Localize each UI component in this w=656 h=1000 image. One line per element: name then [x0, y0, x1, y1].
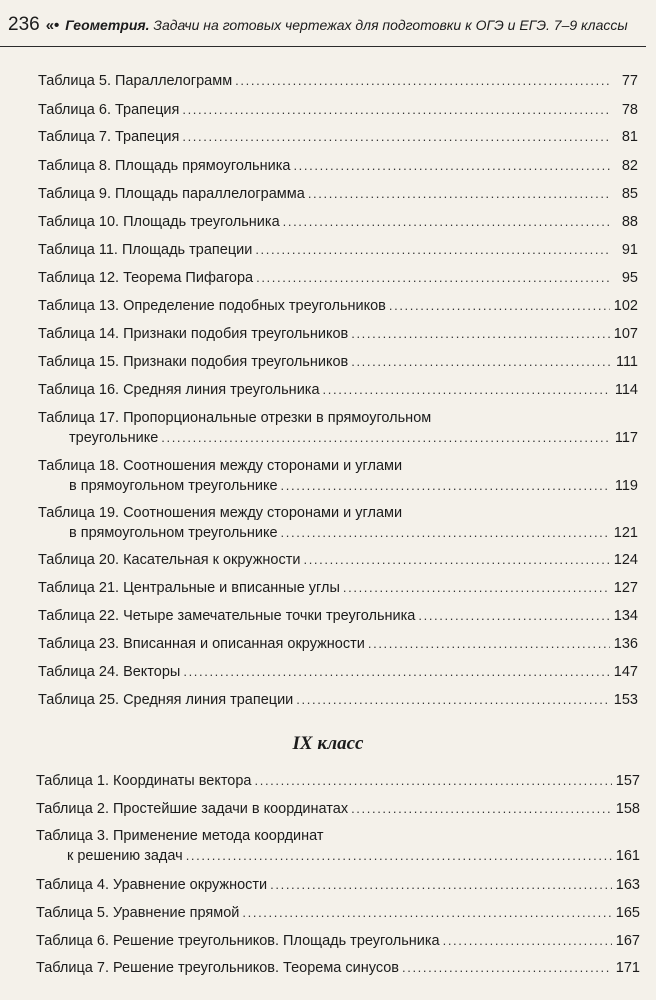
- toc-entry-title: Таблица 21. Центральные и вписанные углы: [38, 580, 340, 596]
- toc-entry-page: 91: [621, 242, 638, 258]
- toc-entry[interactable]: [36, 903, 640, 923]
- toc-entry-title-cont: в прямоугольном треугольнике: [69, 525, 278, 541]
- toc-entry-title: Таблица 15. Признаки подобия треугольников: [38, 354, 349, 370]
- dot-leader: [283, 212, 610, 232]
- dot-leader: [242, 903, 612, 923]
- dot-leader: [389, 296, 610, 316]
- toc-entry-title: Таблица 2. Простейшие задачи в координатах: [36, 801, 349, 817]
- toc-entry[interactable]: [38, 578, 638, 598]
- toc-entry-title: Таблица 12. Теорема Пифагора: [38, 270, 254, 286]
- toc-entry-title: Таблица 5. Параллелограмм: [38, 73, 233, 89]
- dot-leader: [281, 476, 610, 496]
- toc-entry-title: Таблица 5. Уравнение прямой: [36, 905, 240, 921]
- toc-entry-title: Таблица 11. Площадь трапеции: [38, 242, 253, 258]
- toc-entry-title: Таблица 3. Применение метода координат: [36, 828, 324, 844]
- toc-entry-page: 158: [615, 801, 640, 817]
- toc-entry-title-cont: к решению задач: [67, 848, 183, 864]
- toc-entry-title: Таблица 23. Вписанная и описанная окружности: [38, 636, 365, 652]
- toc-entry-title: Таблица 17. Пропорциональные отрезки в прямоугольном: [38, 410, 432, 426]
- toc-entry-page: 167: [615, 933, 640, 949]
- toc-entry-title: Таблица 16. Средняя линия треугольника: [38, 382, 320, 398]
- toc-entry-title: Таблица 10. Площадь треугольника: [38, 214, 280, 230]
- dot-leader: [255, 240, 610, 260]
- toc-entry-page: 117: [614, 430, 638, 446]
- toc-entry-page: 161: [615, 848, 640, 864]
- dot-leader: [281, 523, 610, 543]
- dot-leader: [293, 156, 610, 176]
- toc-entry[interactable]: [38, 240, 638, 260]
- toc-entry[interactable]: [38, 550, 638, 570]
- toc-entry-title: Таблица 6. Трапеция: [38, 102, 180, 118]
- toc-entry-page: 134: [613, 608, 638, 624]
- toc-entry-title: Таблица 22. Четыре замечательные точки треугольника: [38, 608, 416, 624]
- toc-entry[interactable]: [38, 380, 638, 400]
- toc-entry[interactable]: [36, 875, 640, 895]
- dot-leader: [351, 799, 612, 819]
- dot-leader: [351, 352, 610, 372]
- toc-entry-page: 163: [615, 877, 640, 893]
- toc-entry-page: 77: [621, 73, 638, 89]
- toc-entry[interactable]: [38, 662, 638, 682]
- toc-entry[interactable]: [38, 184, 638, 204]
- dot-leader: [256, 268, 610, 288]
- toc-entry-page: 102: [613, 298, 638, 314]
- book-title: [65, 17, 627, 33]
- toc-entry[interactable]: [38, 268, 638, 288]
- dot-leader: [296, 690, 610, 710]
- toc-entry[interactable]: [38, 296, 638, 316]
- toc-entry[interactable]: [36, 826, 640, 866]
- toc-entry-title: Таблица 6. Решение треугольников. Площадь треугольника: [36, 933, 440, 949]
- dot-leader: [308, 184, 610, 204]
- toc-entry[interactable]: [38, 634, 638, 654]
- toc-entry-page: 147: [613, 664, 638, 680]
- toc-entry-page: 81: [621, 129, 638, 145]
- toc-entry-title: Таблица 7. Решение треугольников. Теорема синусов: [36, 960, 400, 976]
- dot-leader: [255, 771, 613, 791]
- dot-leader: [161, 428, 610, 448]
- toc-entry[interactable]: [36, 958, 640, 978]
- dot-leader: [182, 100, 610, 120]
- toc-entry[interactable]: [36, 799, 640, 819]
- toc-entry-title: Таблица 1. Координаты вектора: [36, 773, 252, 789]
- dot-leader: [343, 578, 610, 598]
- toc-entry-page: 111: [615, 354, 638, 370]
- toc-entry-title: Таблица 7. Трапеция: [38, 129, 180, 145]
- toc-entry-title: Таблица 18. Соотношения между сторонами и углами: [38, 458, 403, 474]
- book-title-rest: Задачи на готовых чертежах для подготовки к ОГЭ и ЕГЭ. 7–9 классы: [149, 17, 628, 33]
- toc-entry-title: Таблица 9. Площадь параллелограмма: [38, 186, 305, 202]
- toc-entry[interactable]: [38, 71, 638, 91]
- toc-entry-page: 171: [615, 960, 640, 976]
- toc-entry-title: Таблица 25. Средняя линия трапеции: [38, 692, 294, 708]
- book-title-bold: Геометрия.: [65, 17, 150, 33]
- toc-entry-page: 121: [613, 525, 638, 541]
- toc-entry-page: 114: [614, 382, 638, 398]
- dot-leader: [402, 958, 612, 978]
- toc-entry[interactable]: [38, 127, 638, 147]
- toc-entry-title-cont: в прямоугольном треугольнике: [69, 478, 278, 494]
- toc-entry-page: 153: [613, 692, 638, 708]
- dot-leader: [303, 550, 610, 570]
- dot-leader: [368, 634, 610, 654]
- dot-leader: [270, 875, 612, 895]
- toc-entry-title: Таблица 13. Определение подобных треугольников: [38, 298, 386, 314]
- toc-entry-page: 85: [621, 186, 638, 202]
- toc-entry[interactable]: [38, 352, 638, 372]
- toc-entry[interactable]: [38, 456, 638, 496]
- toc-entry-page: 82: [621, 158, 638, 174]
- toc-entry-page: 127: [613, 580, 638, 596]
- toc-entry-page: 107: [613, 326, 638, 342]
- toc-entry[interactable]: [38, 212, 638, 232]
- toc-entry-title: Таблица 20. Касательная к окружности: [38, 552, 301, 568]
- toc-entry-page: 88: [621, 214, 638, 230]
- dot-leader: [186, 846, 612, 866]
- toc-entry-title-cont: треугольнике: [69, 430, 159, 446]
- toc-entry[interactable]: [36, 931, 640, 951]
- toc-entry-page: 124: [613, 552, 638, 568]
- page-number: 236: [8, 14, 40, 35]
- dot-leader: [418, 606, 610, 626]
- toc-entry[interactable]: [38, 690, 638, 710]
- toc-entry-page: 136: [613, 636, 638, 652]
- dot-leader: [182, 127, 610, 147]
- toc-entry[interactable]: [38, 503, 638, 543]
- dot-leader: [183, 662, 610, 682]
- toc-entry-page: 78: [621, 102, 638, 118]
- section-heading-grade9: IX класс: [292, 733, 364, 754]
- header-ornament: «•: [45, 17, 60, 34]
- toc-entry[interactable]: [38, 156, 638, 176]
- dot-leader: [351, 324, 610, 344]
- dot-leader: [323, 380, 610, 400]
- toc-entry-title: Таблица 14. Признаки подобия треугольников: [38, 326, 349, 342]
- toc-entry[interactable]: [38, 408, 638, 448]
- toc-entry[interactable]: [38, 606, 638, 626]
- toc-entry-title: Таблица 19. Соотношения между сторонами и углами: [38, 505, 403, 521]
- header-rule: [0, 46, 646, 47]
- toc-entry-page: 165: [615, 905, 640, 921]
- dot-leader: [235, 71, 610, 91]
- toc-entry-page: 119: [614, 478, 638, 494]
- toc-entry-page: 157: [615, 773, 640, 789]
- running-header: [8, 14, 640, 42]
- toc-entry-title: Таблица 24. Векторы: [38, 664, 181, 680]
- toc-entry[interactable]: [38, 100, 638, 120]
- dot-leader: [443, 931, 612, 951]
- toc-entry[interactable]: [36, 771, 640, 791]
- toc-entry[interactable]: [38, 324, 638, 344]
- toc-entry-page: 95: [621, 270, 638, 286]
- toc-entry-title: Таблица 8. Площадь прямоугольника: [38, 158, 291, 174]
- toc-entry-title: Таблица 4. Уравнение окружности: [36, 877, 268, 893]
